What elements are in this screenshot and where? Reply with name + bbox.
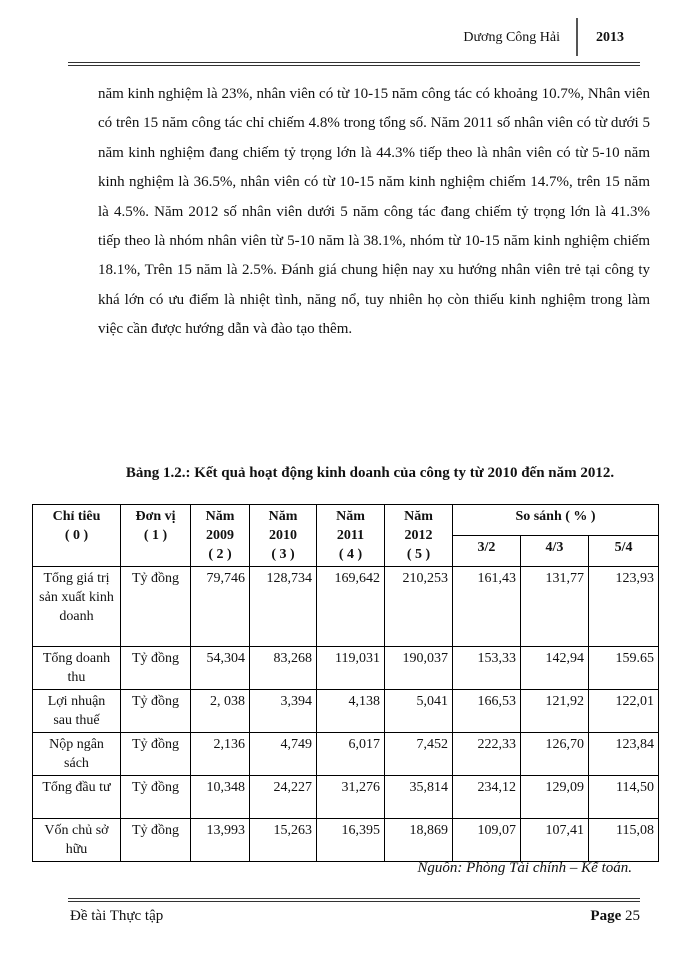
value-2010: 128,734 xyxy=(250,567,317,647)
header-2012: Năm 2012 ( 5 ) xyxy=(385,505,453,567)
footer-title: Đề tài Thực tập xyxy=(70,908,164,924)
header-ratio-3-2: 3/2 xyxy=(453,536,521,567)
row-unit: Tỷ đồng xyxy=(121,647,191,690)
business-results-table xyxy=(32,504,659,862)
ratio-4-3: 121,92 xyxy=(521,690,589,733)
row-unit: Tỷ đồng xyxy=(121,776,191,819)
table-row xyxy=(33,776,659,819)
value-2011: 119,031 xyxy=(317,647,385,690)
ratio-5-4: 123,84 xyxy=(589,733,659,776)
page-header xyxy=(68,14,640,64)
value-2010: 3,394 xyxy=(250,690,317,733)
ratio-3-2: 161,43 xyxy=(453,567,521,647)
header-ratio-5-4: 5/4 xyxy=(589,536,659,567)
ratio-3-2: 222,33 xyxy=(453,733,521,776)
table-caption: Bảng 1.2.: Kết quả hoạt động kinh doanh của công ty từ 2010 đến năm 2012. xyxy=(125,465,615,481)
value-2009: 79,746 xyxy=(191,567,250,647)
header-ratio-4-3: 4/3 xyxy=(521,536,589,567)
ratio-4-3: 142,94 xyxy=(521,647,589,690)
value-2012: 210,253 xyxy=(385,567,453,647)
row-label: Vốn chủ sở hữu xyxy=(33,819,121,862)
ratio-5-4: 159.65 xyxy=(589,647,659,690)
header-2009: Năm 2009 ( 2 ) xyxy=(191,505,250,567)
header-separator xyxy=(576,18,578,56)
ratio-5-4: 123,93 xyxy=(589,567,659,647)
table-row xyxy=(33,567,659,647)
value-2012: 5,041 xyxy=(385,690,453,733)
value-2009: 2,136 xyxy=(191,733,250,776)
footer-page-number: Page 25 xyxy=(590,908,640,924)
value-2011: 16,395 xyxy=(317,819,385,862)
table-row xyxy=(33,819,659,862)
row-unit: Tỷ đồng xyxy=(121,690,191,733)
header-rule-double xyxy=(68,65,640,66)
header-donvi: Đơn vị ( 1 ) xyxy=(121,505,191,567)
value-2011: 4,138 xyxy=(317,690,385,733)
value-2012: 35,814 xyxy=(385,776,453,819)
ratio-5-4: 122,01 xyxy=(589,690,659,733)
page-footer xyxy=(68,898,640,938)
ratio-5-4: 114,50 xyxy=(589,776,659,819)
ratio-4-3: 126,70 xyxy=(521,733,589,776)
table-row xyxy=(33,733,659,776)
value-2012: 190,037 xyxy=(385,647,453,690)
ratio-4-3: 107,41 xyxy=(521,819,589,862)
value-2012: 18,869 xyxy=(385,819,453,862)
footer-rule-double xyxy=(68,901,640,902)
value-2009: 10,348 xyxy=(191,776,250,819)
value-2010: 24,227 xyxy=(250,776,317,819)
value-2011: 169,642 xyxy=(317,567,385,647)
row-label: Tổng đầu tư xyxy=(33,776,121,819)
header-sosanh: So sánh ( % ) xyxy=(453,505,659,536)
ratio-3-2: 109,07 xyxy=(453,819,521,862)
header-year: 2013 xyxy=(596,30,624,45)
value-2009: 54,304 xyxy=(191,647,250,690)
ratio-5-4: 115,08 xyxy=(589,819,659,862)
value-2011: 6,017 xyxy=(317,733,385,776)
row-unit: Tỷ đồng xyxy=(121,733,191,776)
ratio-4-3: 131,77 xyxy=(521,567,589,647)
footer-rule xyxy=(68,898,640,899)
ratio-4-3: 129,09 xyxy=(521,776,589,819)
ratio-3-2: 166,53 xyxy=(453,690,521,733)
row-label: Tổng doanh thu xyxy=(33,647,121,690)
ratio-3-2: 153,33 xyxy=(453,647,521,690)
ratio-3-2: 234,12 xyxy=(453,776,521,819)
value-2011: 31,276 xyxy=(317,776,385,819)
table-row xyxy=(33,690,659,733)
value-2009: 13,993 xyxy=(191,819,250,862)
row-label: Tổng giá trị sản xuất kinh doanh xyxy=(33,567,121,647)
body-paragraph: năm kinh nghiệm là 23%, nhân viên có từ 10-15 năm công tác có khoảng 10.7%, Nhân viên có trên 15 năm công tác chỉ chiếm 4.8% trong tổng số. Năm 2011 số nhân viên có từ dưới 5 năm kinh nghiệm đang chiếm tỷ trọng lớn là 44.3% tiếp theo là nhân viên có từ 5-10 năm kinh nghiệm là 36.5%, nhân viên có từ 10-15 năm kinh nghiệm chiếm 14.7%, trên 15 năm là 4.5%. Năm 2012 số nhân viên dưới 5 năm công tác đang chiếm tỷ trọng lớn là 41.3% tiếp theo là nhóm nhân viên từ 5-10 năm là 38.1%, nhóm từ 10-15 năm kinh nghiệm chiếm 18.1%, Trên 15 năm là 2.5%. Đánh giá chung hiện nay xu hướng nhân viên trẻ tại công ty khá lớn có ưu điểm là nhiệt tình, năng nổ, tuy nhiên họ còn thiếu kinh nghiệm trong làm việc cần được hướng dẫn và đào tạo thêm. xyxy=(98,86,650,338)
header-2010: Năm 2010 ( 3 ) xyxy=(250,505,317,567)
row-unit: Tỷ đồng xyxy=(121,567,191,647)
value-2009: 2, 038 xyxy=(191,690,250,733)
row-unit: Tỷ đồng xyxy=(121,819,191,862)
row-label: Lợi nhuận sau thuế xyxy=(33,690,121,733)
header-author: Dương Công Hải xyxy=(463,30,560,45)
table-row xyxy=(33,647,659,690)
header-2011: Năm 2011 ( 4 ) xyxy=(317,505,385,567)
value-2010: 83,268 xyxy=(250,647,317,690)
row-label: Nộp ngân sách xyxy=(33,733,121,776)
header-rule xyxy=(68,62,640,63)
table-source-note: Nguồn: Phòng Tài chính – Kế toán. xyxy=(417,860,632,876)
value-2010: 4,749 xyxy=(250,733,317,776)
value-2012: 7,452 xyxy=(385,733,453,776)
value-2010: 15,263 xyxy=(250,819,317,862)
header-chitieu: Chỉ tiêu ( 0 ) xyxy=(33,505,121,567)
